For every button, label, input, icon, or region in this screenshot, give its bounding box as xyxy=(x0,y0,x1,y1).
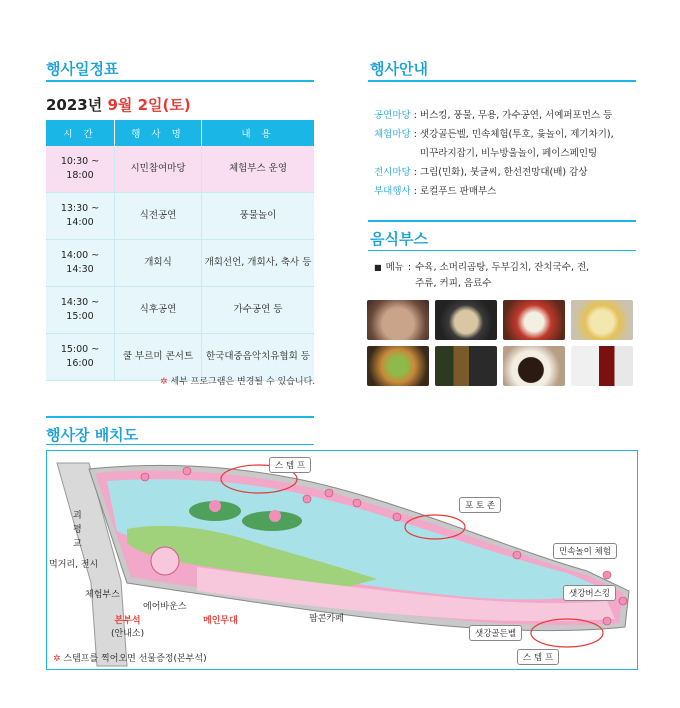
row-event: 시민참여마당 xyxy=(115,146,202,193)
menu-label: 메뉴 xyxy=(385,262,404,273)
info-list xyxy=(374,106,614,201)
booth-marker xyxy=(303,495,311,503)
menu-line: 주류, 커피, 음료수 xyxy=(415,278,492,289)
row-time xyxy=(46,193,115,240)
star-icon: ✲ xyxy=(160,377,168,387)
time-start: 14:00 ~ xyxy=(60,250,100,261)
time-end: 16:00 xyxy=(66,358,94,369)
time-start: 10:30 ~ xyxy=(60,156,100,167)
air-bounce-label: 에어바운스 xyxy=(143,602,187,612)
table-row xyxy=(46,287,314,334)
booth-marker xyxy=(603,571,611,579)
row-event: 식전공연 xyxy=(115,193,202,240)
info-value-line: 샛강골든벨, 민속체험(투호, 윷놀이, 제기차기), xyxy=(419,129,614,140)
booth-marker xyxy=(325,489,333,497)
booth-marker xyxy=(619,597,627,605)
plaza xyxy=(151,547,179,575)
pancake-photo xyxy=(367,346,429,386)
booth-marker xyxy=(183,467,191,475)
food-menu xyxy=(374,260,589,292)
info-key: 공연마당 xyxy=(374,110,411,121)
food-street-label: 먹거리, 전시 xyxy=(49,560,99,570)
booth-marker xyxy=(393,513,401,521)
food-title-underline xyxy=(368,220,636,222)
map-note xyxy=(53,651,207,664)
table-row xyxy=(46,146,314,193)
main-booth-label xyxy=(111,613,144,639)
time-end: 15:00 xyxy=(66,311,94,322)
time-end: 14:30 xyxy=(66,264,94,275)
table-row xyxy=(46,193,314,240)
map-title: 행사장 배치도 xyxy=(46,426,139,444)
header-time: 시 간 xyxy=(46,120,115,146)
main-booth-sub: (안내소) xyxy=(111,629,145,639)
row-time xyxy=(46,240,115,287)
star-icon: ✲ xyxy=(53,654,61,664)
soft-drink-photo xyxy=(571,346,633,386)
row-time xyxy=(46,287,115,334)
row-event: 식후공연 xyxy=(115,287,202,334)
golden-bell-label: 샛강골든벨 xyxy=(469,625,522,641)
row-event: 쿨 부르미 콘서트 xyxy=(115,334,202,381)
schedule-note xyxy=(160,374,315,387)
info-value: 로컬푸드 판매부스 xyxy=(419,186,497,197)
booth-marker xyxy=(353,499,361,507)
bridge-label: 괴 평 교 xyxy=(73,511,82,549)
booth-marker xyxy=(603,617,611,625)
booth-marker xyxy=(141,473,149,481)
map-title-underline xyxy=(46,416,314,418)
schedule-title: 행사일정표 xyxy=(46,60,119,78)
info-key: 전시마당 xyxy=(374,167,411,178)
folk-play-label: 민속놀이 체험 xyxy=(553,543,617,559)
info-item: 전시마당 : 그림(민화), 붓글씨, 한선전망대(배) 감상 xyxy=(374,163,614,182)
coffee-photo xyxy=(503,346,565,386)
header-content: 내 용 xyxy=(202,120,315,146)
stamp-bottom-label: 스 템 프 xyxy=(517,649,559,665)
row-content: 풍물놀이 xyxy=(202,193,315,240)
time-start: 13:30 ~ xyxy=(60,203,100,214)
info-item: 부대행사 : 로컬푸드 판매부스 xyxy=(374,182,614,201)
row-content: 체험부스 운영 xyxy=(202,146,315,193)
food-title: 음식부스 xyxy=(370,230,428,248)
photo-zone-label: 포 토 존 xyxy=(459,497,501,513)
lotus-flower xyxy=(269,510,281,522)
row-content: 가수공연 등 xyxy=(202,287,315,334)
venue-map xyxy=(46,450,638,670)
info-title-underline xyxy=(368,80,636,82)
menu-row: ■ 메뉴 : 수육, 소머리곰탕, 두부김치, 잔치국수, 전, 주류, 커피, 음료수 xyxy=(374,260,589,292)
row-time xyxy=(46,146,115,193)
experience-booth-label: 체험부스 xyxy=(85,590,120,600)
lotus-flower xyxy=(209,500,221,512)
menu-items xyxy=(415,260,589,292)
schedule-table xyxy=(46,120,314,381)
schedule-note-text: 세부 프로그램은 변경될 수 있습니다. xyxy=(170,377,316,387)
map-note-text: 스템프를 찍어오면 선물증정(본부석) xyxy=(63,654,207,664)
date-highlight: 9월 2일(토) xyxy=(107,96,191,114)
info-value-line: 미꾸라지잡기, 비누방울놀이, 페이스페인팅 xyxy=(419,148,598,159)
time-end: 14:00 xyxy=(66,217,94,228)
main-stage-label: 메인무대 xyxy=(203,616,238,626)
row-content: 개회선언, 개회사, 축사 등 xyxy=(202,240,315,287)
booth-marker xyxy=(513,551,521,559)
beef-soup-photo xyxy=(435,300,497,340)
schedule-header-row xyxy=(46,120,314,146)
main-booth-name: 본부석 xyxy=(114,616,141,626)
busking-label: 샛강버스킹 xyxy=(563,585,616,601)
info-value: 그림(민화), 붓글씨, 한선전망대(배) 감상 xyxy=(419,167,588,178)
popcorn-cafe-label: 팝콘카페 xyxy=(309,614,344,624)
liquor-photo xyxy=(435,346,497,386)
row-time xyxy=(46,334,115,381)
info-title: 행사안내 xyxy=(370,60,428,78)
info-key: 체험마당 xyxy=(374,129,411,140)
date-year: 2023년 xyxy=(46,96,108,114)
map-title-bottom-line xyxy=(46,444,314,445)
menu-line: 수육, 소머리곰탕, 두부김치, 잔치국수, 전, xyxy=(415,262,590,273)
table-row xyxy=(46,240,314,287)
info-value: 버스킹, 풍물, 무용, 가수공연, 서예퍼포먼스 등 xyxy=(419,110,613,121)
header-event: 행 사 명 xyxy=(115,120,202,146)
info-item: 공연마당 : 버스킹, 풍물, 무용, 가수공연, 서예퍼포먼스 등 xyxy=(374,106,614,125)
bullet-icon: ■ xyxy=(374,263,382,272)
tofu-kimchi-photo xyxy=(503,300,565,340)
food-title-bottom-line xyxy=(368,250,636,251)
row-event: 개회식 xyxy=(115,240,202,287)
info-item: 체험마당 : 샛강골든벨, 민속체험(투호, 윷놀이, 제기차기), 미꾸라지잡기, 비누방울놀이, 페이스페인팅 xyxy=(374,125,614,163)
time-end: 18:00 xyxy=(66,170,94,181)
schedule-title-underline xyxy=(46,80,314,82)
food-photo-grid xyxy=(367,300,631,386)
row-content: 한국대중음악치유협회 등 xyxy=(202,334,315,381)
info-value xyxy=(420,125,614,163)
event-date xyxy=(46,94,191,115)
info-key: 부대행사 xyxy=(374,186,411,197)
noodles-photo xyxy=(571,300,633,340)
time-start: 15:00 ~ xyxy=(60,344,100,355)
stamp-top-label: 스 템 프 xyxy=(269,457,311,473)
boiled-pork-photo xyxy=(367,300,429,340)
time-start: 14:30 ~ xyxy=(60,297,100,308)
